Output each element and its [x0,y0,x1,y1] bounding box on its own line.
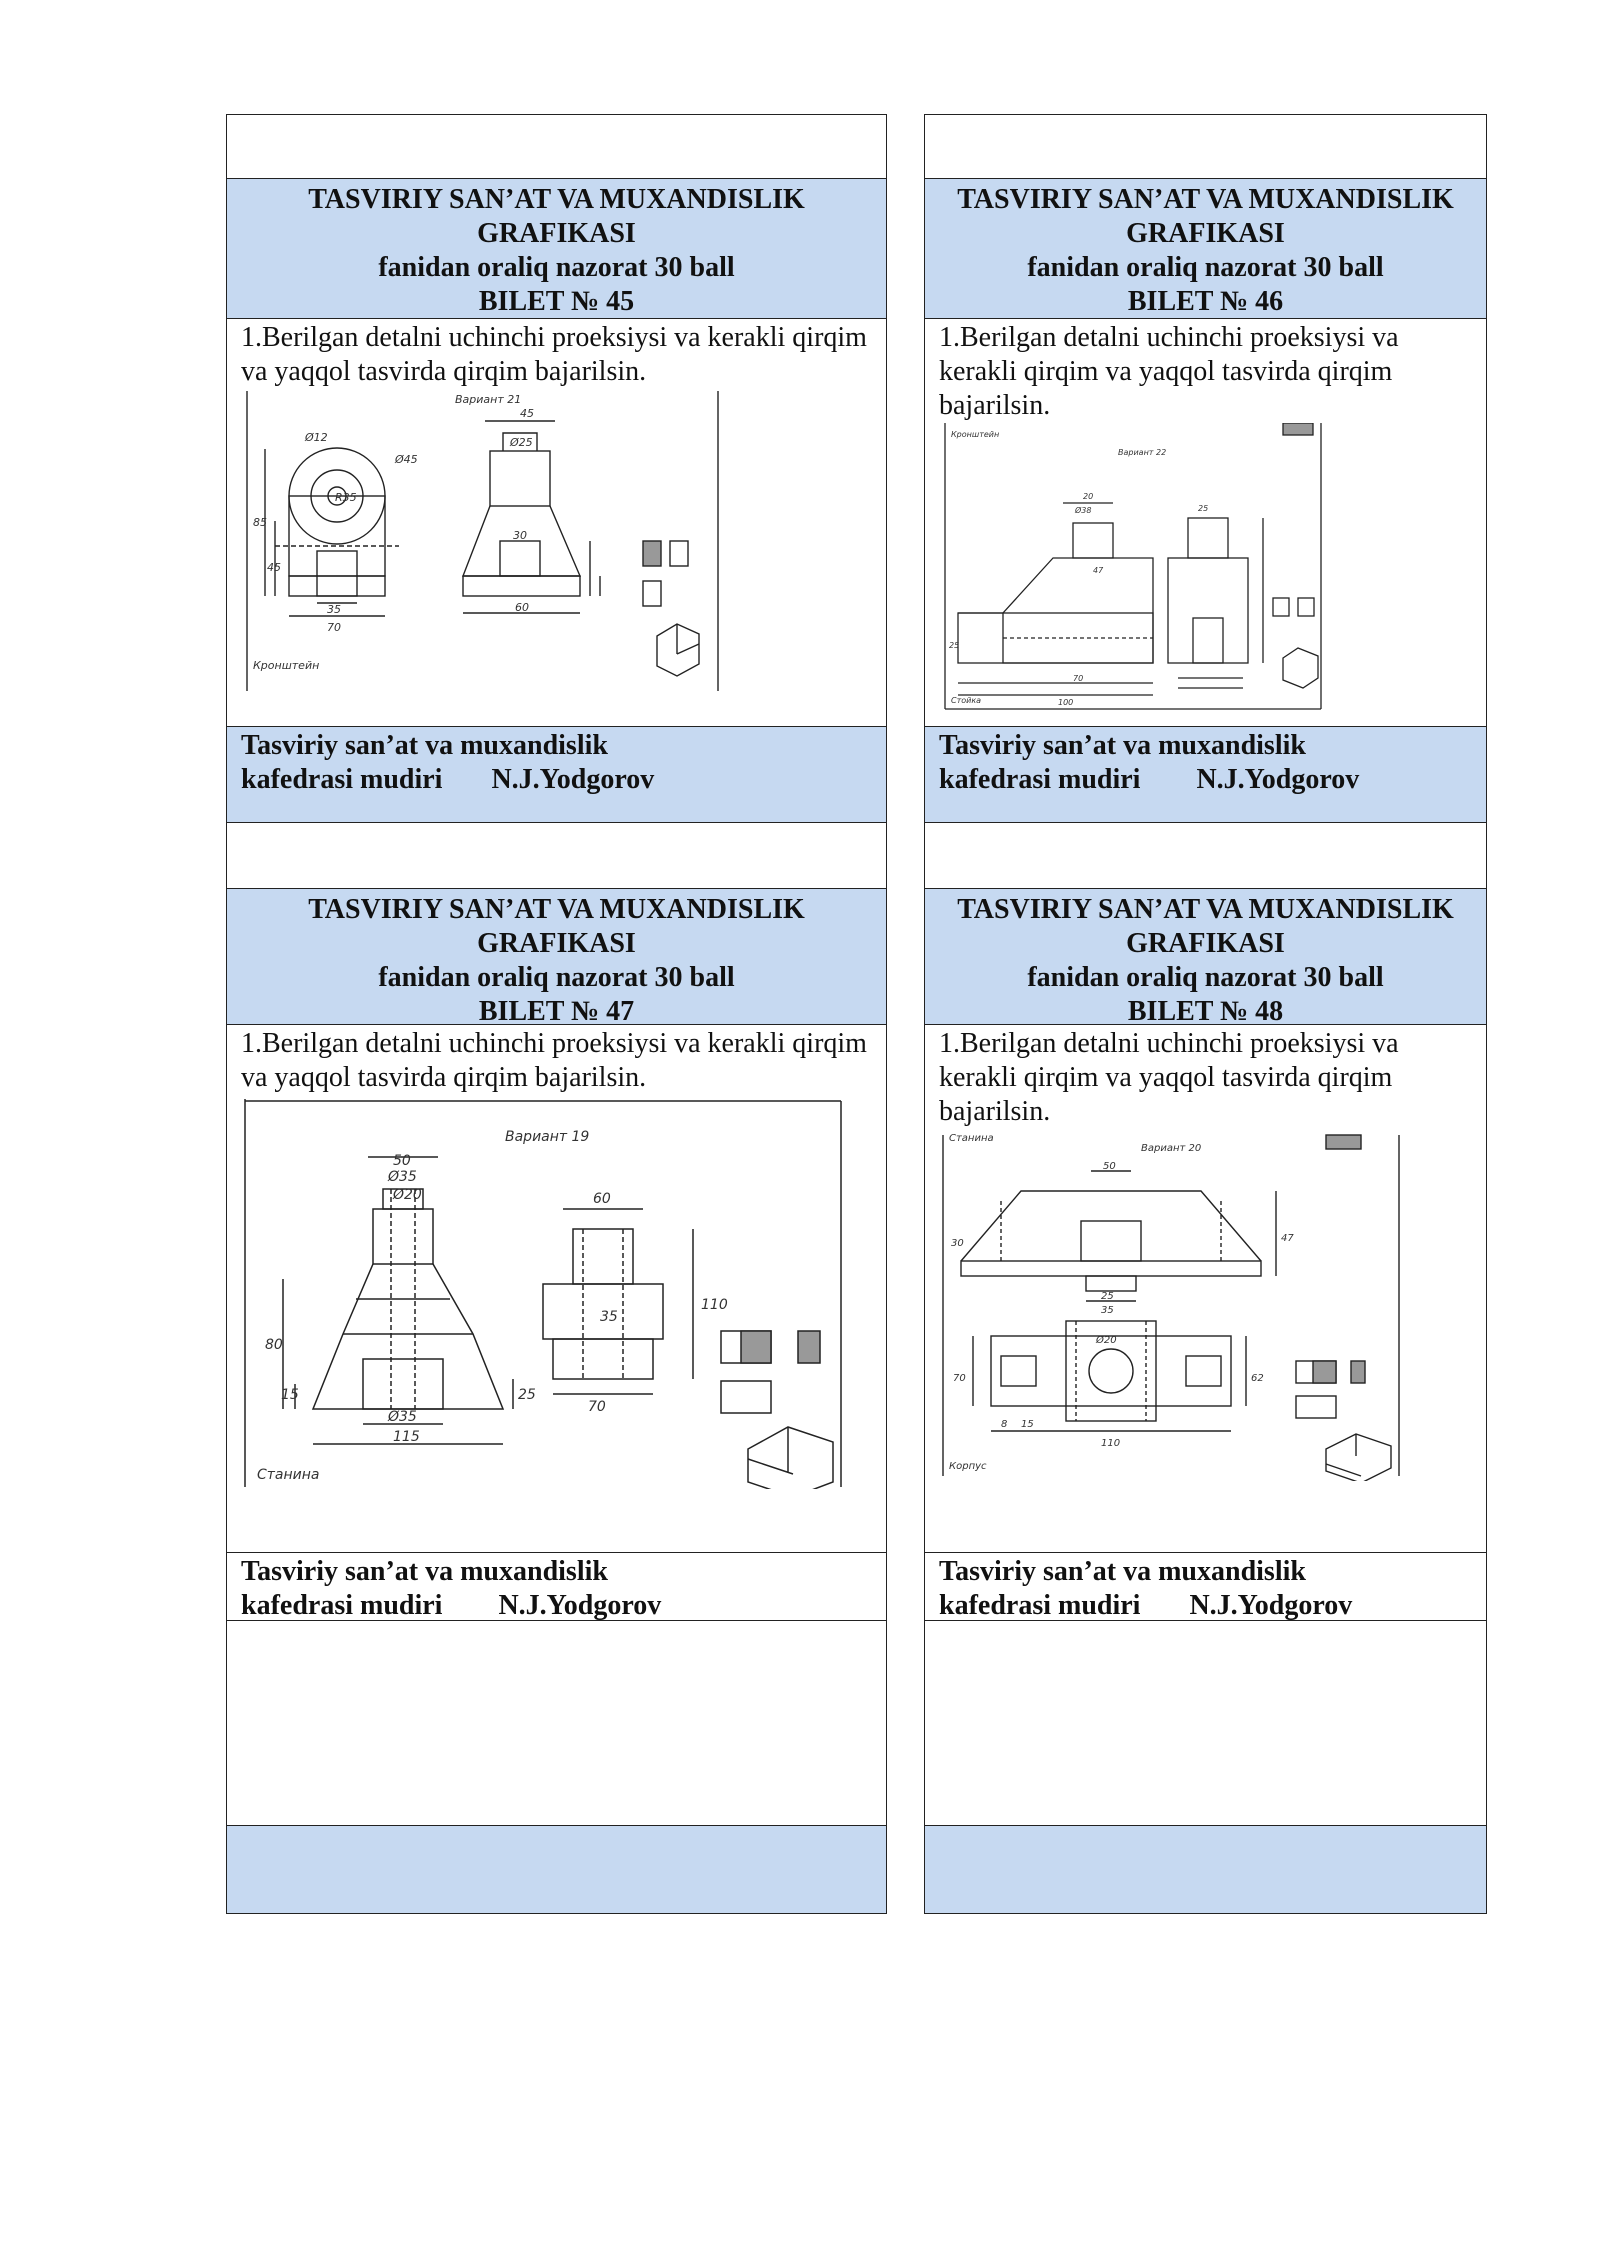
footer-line1: Tasviriy san’at va muxandislik [939,730,1306,761]
footer-line2: kafedrasi mudiri N.J.Yodgorov [939,764,1360,795]
svg-text:8: 8 [1001,1419,1008,1430]
svg-text:62: 62 [1251,1373,1264,1384]
ticket-title: TASVIRIY SAN’AT VA MUXANDISLIK [308,894,805,925]
svg-text:70: 70 [588,1399,606,1415]
svg-text:Ø45: Ø45 [395,453,418,466]
svg-text:50: 50 [393,1153,411,1169]
svg-text:50: 50 [1103,1161,1116,1172]
ticket-title-line2: GRAFIKASI [1126,218,1285,249]
svg-text:35: 35 [327,603,341,616]
svg-text:Ø38: Ø38 [1075,506,1092,515]
drawing-svg [243,1099,843,1489]
svg-text:85: 85 [253,516,267,529]
ticket-header [227,888,886,1027]
ticket-title: TASVIRIY SAN’AT VA MUXANDISLIK [957,184,1454,215]
svg-text:25: 25 [1198,504,1209,513]
ticket-subtitle: fanidan oraliq nazorat 30 ball [378,252,735,283]
svg-text:100: 100 [1058,698,1074,707]
ticket-subtitle: fanidan oraliq nazorat 30 ball [1027,962,1384,993]
svg-text:110: 110 [1101,1438,1121,1449]
drawing-variant: Вариант 22 [1118,448,1167,457]
drawing-part-name: Стойка [951,696,982,705]
technical-drawing [943,423,1323,717]
drawing-svg [245,391,720,695]
svg-text:115: 115 [393,1429,420,1445]
ticket-subtitle: fanidan oraliq nazorat 30 ball [1027,252,1384,283]
technical-drawing [243,1099,843,1489]
ticket-footer [227,726,886,822]
task-text: 1.Berilgan detalni uchinchi proeksiysi va kerakli qirqim va yaqqol tasvirda qirqim bajarilsin. [939,322,1399,421]
task-text: 1.Berilgan detalni uchinchi proeksiysi va kerakli qirqim va yaqqol tasvirda qirqim bajarilsin. [939,1028,1399,1127]
svg-text:35: 35 [1101,1305,1114,1316]
ticket-task [227,318,886,726]
ticket-header [925,888,1486,1027]
footer-line2: kafedrasi mudiri N.J.Yodgorov [241,764,655,795]
svg-text:15: 15 [281,1387,299,1403]
svg-text:15: 15 [1021,1419,1034,1430]
empty-row [925,822,1486,888]
footer-line1: Tasviriy san’at va muxandislik [241,730,608,761]
task-text: 1.Berilgan detalni uchinchi proeksiysi va kerakli qirqim va yaqqol tasvirda qirqim bajarilsin. [241,322,867,387]
svg-text:45: 45 [267,561,281,574]
ticket-number: BILET № 48 [1127,996,1284,1027]
drawing-variant: Вариант 20 [1141,1143,1202,1154]
empty-footer-row [227,1825,886,1914]
svg-text:Ø20: Ø20 [1096,1335,1117,1346]
ticket-subtitle: fanidan oraliq nazorat 30 ball [378,962,735,993]
drawing-part-name: Кронштейн [253,659,320,672]
svg-text:70: 70 [327,621,341,634]
ticket-footer [925,1552,1486,1620]
svg-text:20: 20 [1083,492,1094,501]
svg-text:70: 70 [953,1373,966,1384]
svg-text:45: 45 [520,407,534,420]
empty-row [227,1620,886,1825]
ticket-task [227,1024,886,1552]
ticket-column-left [226,114,887,1914]
svg-text:25: 25 [518,1387,536,1403]
svg-text:Кронштейн: Кронштейн [951,430,1000,439]
svg-text:Ø20: Ø20 [393,1187,422,1203]
ticket-task [925,318,1486,726]
ticket-title-line2: GRAFIKASI [477,928,636,959]
svg-text:30: 30 [951,1238,964,1249]
svg-text:Ø25: Ø25 [510,436,533,449]
ticket-header [227,178,886,318]
empty-row [925,114,1486,178]
svg-text:R35: R35 [335,491,357,504]
svg-text:60: 60 [593,1191,611,1207]
empty-row [227,822,886,888]
svg-text:47: 47 [1281,1233,1294,1244]
svg-text:Ø35: Ø35 [388,1169,417,1185]
svg-text:70: 70 [1073,674,1084,683]
svg-text:25: 25 [949,641,960,650]
ticket-number: BILET № 46 [1127,286,1284,317]
drawing-variant: Вариант 21 [455,393,522,406]
ticket-title-line2: GRAFIKASI [477,218,636,249]
task-text: 1.Berilgan detalni uchinchi proeksiysi va kerakli qirqim va yaqqol tasvirda qirqim bajarilsin. [241,1028,867,1093]
svg-text:60: 60 [515,601,529,614]
ticket-title: TASVIRIY SAN’AT VA MUXANDISLIK [957,894,1454,925]
empty-footer-row [925,1825,1486,1914]
ticket-title-line2: GRAFIKASI [1126,928,1285,959]
drawing-top-label: Станина [949,1133,994,1144]
svg-text:Ø12: Ø12 [305,431,328,444]
ticket-header [925,178,1486,318]
ticket-footer [925,726,1486,822]
svg-text:25: 25 [1101,1291,1114,1302]
ticket-task [925,1024,1486,1552]
svg-text:80: 80 [265,1337,283,1353]
svg-text:35: 35 [600,1309,618,1325]
technical-drawing [941,1131,1401,1481]
empty-row [227,114,886,178]
ticket-number: BILET № 47 [478,996,635,1027]
footer-line1: Tasviriy san’at va muxandislik [939,1556,1306,1587]
ticket-number: BILET № 45 [478,286,635,317]
footer-line2: kafedrasi mudiri N.J.Yodgorov [939,1590,1353,1621]
svg-text:30: 30 [513,529,527,542]
drawing-variant: Вариант 19 [505,1129,590,1145]
svg-text:110: 110 [701,1297,728,1313]
ticket-column-right [924,114,1487,1914]
svg-text:Ø35: Ø35 [388,1409,417,1425]
svg-text:47: 47 [1093,566,1104,575]
drawing-svg [941,1131,1401,1481]
drawing-svg [943,423,1323,717]
footer-line2: kafedrasi mudiri N.J.Yodgorov [241,1590,662,1621]
drawing-part-name: Станина [257,1467,320,1483]
empty-row [925,1620,1486,1825]
drawing-part-name: Корпус [949,1461,987,1472]
footer-line1: Tasviriy san’at va muxandislik [241,1556,608,1587]
ticket-footer [227,1552,886,1620]
ticket-title: TASVIRIY SAN’AT VA MUXANDISLIK [308,184,805,215]
technical-drawing [245,391,720,695]
